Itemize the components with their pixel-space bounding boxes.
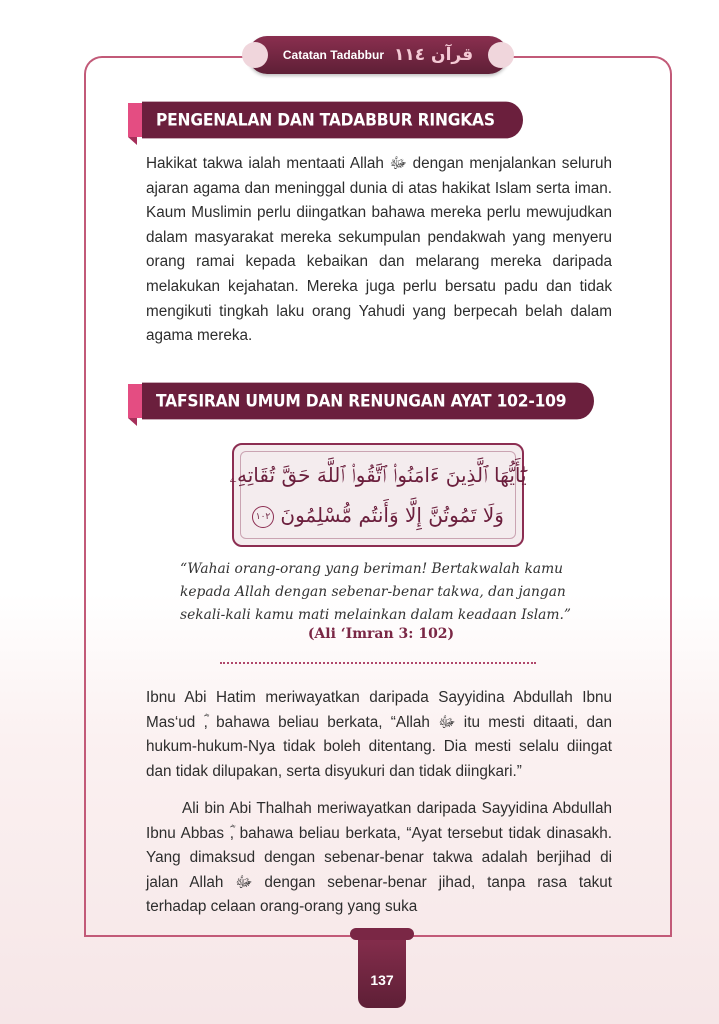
section-heading-tafsiran	[128, 384, 594, 418]
body-paragraph-1: Ibnu Abi Hatim meriwayatkan daripada Sayyidina Abdullah Ibnu Mas‘ud ؓ, bahawa beliau berkata, “Allah ﷻ itu mesti ditaati, dan hukum-hukum-Nya tidak boleh ditentang. Dia mesti selalu diingat dan tidak dilupakan, serta disyukuri dan tidak diingkari.”	[146, 689, 613, 780]
header-title: Catatan Tadabbur	[282, 48, 384, 62]
section-heading-intro	[128, 103, 523, 137]
verse-reference: (Ali ‘Imran 3: 102)	[307, 626, 455, 642]
page-number-tab	[358, 928, 406, 1008]
heading-label: TAFSIRAN UMUM DAN RENUNGAN AYAT 102-109	[142, 383, 594, 420]
ayat-line-1: يَٰٓأَيُّهَا ٱلَّذِينَ ءَامَنُوا۟ ٱتَّقُوا۟ ٱللَّهَ حَقَّ تُقَاتِهِۦ	[229, 463, 527, 487]
body-paragraph-2: Ali bin Abi Thalhah meriwayatkan daripada Sayyidina Abdullah Ibnu Abbas ؓ, bahawa beliau berkata, “Ayat tersebut tidak dinasakh. Yang dimaksud dengan sebenar-benar takwa adalah berjihad di jalan Allah ﷻ dengan sebenar-benar jihad, tanpa rasa takut terhadap celaan orang-orang yang suka	[146, 800, 612, 916]
heading-label: PENGENALAN DAN TADABBUR RINGKAS	[142, 102, 523, 139]
header-banner	[248, 36, 508, 74]
ayat-line-2-wrap	[252, 495, 504, 535]
ayat-number-marker: ١٠٢	[252, 506, 274, 528]
banner-cap-left	[242, 42, 268, 68]
intro-paragraph: Hakikat takwa ialah mentaati Allah ﷻ dengan menjalankan seluruh ajaran agama dan meninggal dunia di atas hakikat Islam serta iman. Kaum Muslimin perlu diingatkan bahawa mereka perlu mewujudkan dalam masyarakat mereka sekumpulan pendakwah yang menyeru orang ramai kepada kebaikan dan melarang mereka daripada melakukan kejahatan. Mereka juga perlu bersatu padu dan tidak mengikuti tingkah laku orang Yahudi yang berpecah belah dalam agama mereka.	[146, 155, 612, 345]
quran-logo: قرآن ١١٤	[394, 45, 474, 65]
banner-cap-right	[488, 42, 514, 68]
dotted-divider	[220, 662, 536, 664]
page-tab-roll	[350, 928, 414, 940]
quran-verse-inner	[229, 451, 527, 539]
ayat-line-2: وَلَا تَمُوتُنَّ إِلَّا وَأَنتُم مُّسْلِمُونَ	[280, 503, 504, 527]
verse-translation: “Wahai orang-orang yang beriman! Bertakwalah kamu kepada Allah dengan sebenar-benar takwa, dan jangan sekali-kali kamu mati melainkan dalam keadaan Islam.”	[180, 561, 571, 623]
quran-verse-box	[229, 443, 527, 547]
page-number: 137	[370, 972, 394, 988]
